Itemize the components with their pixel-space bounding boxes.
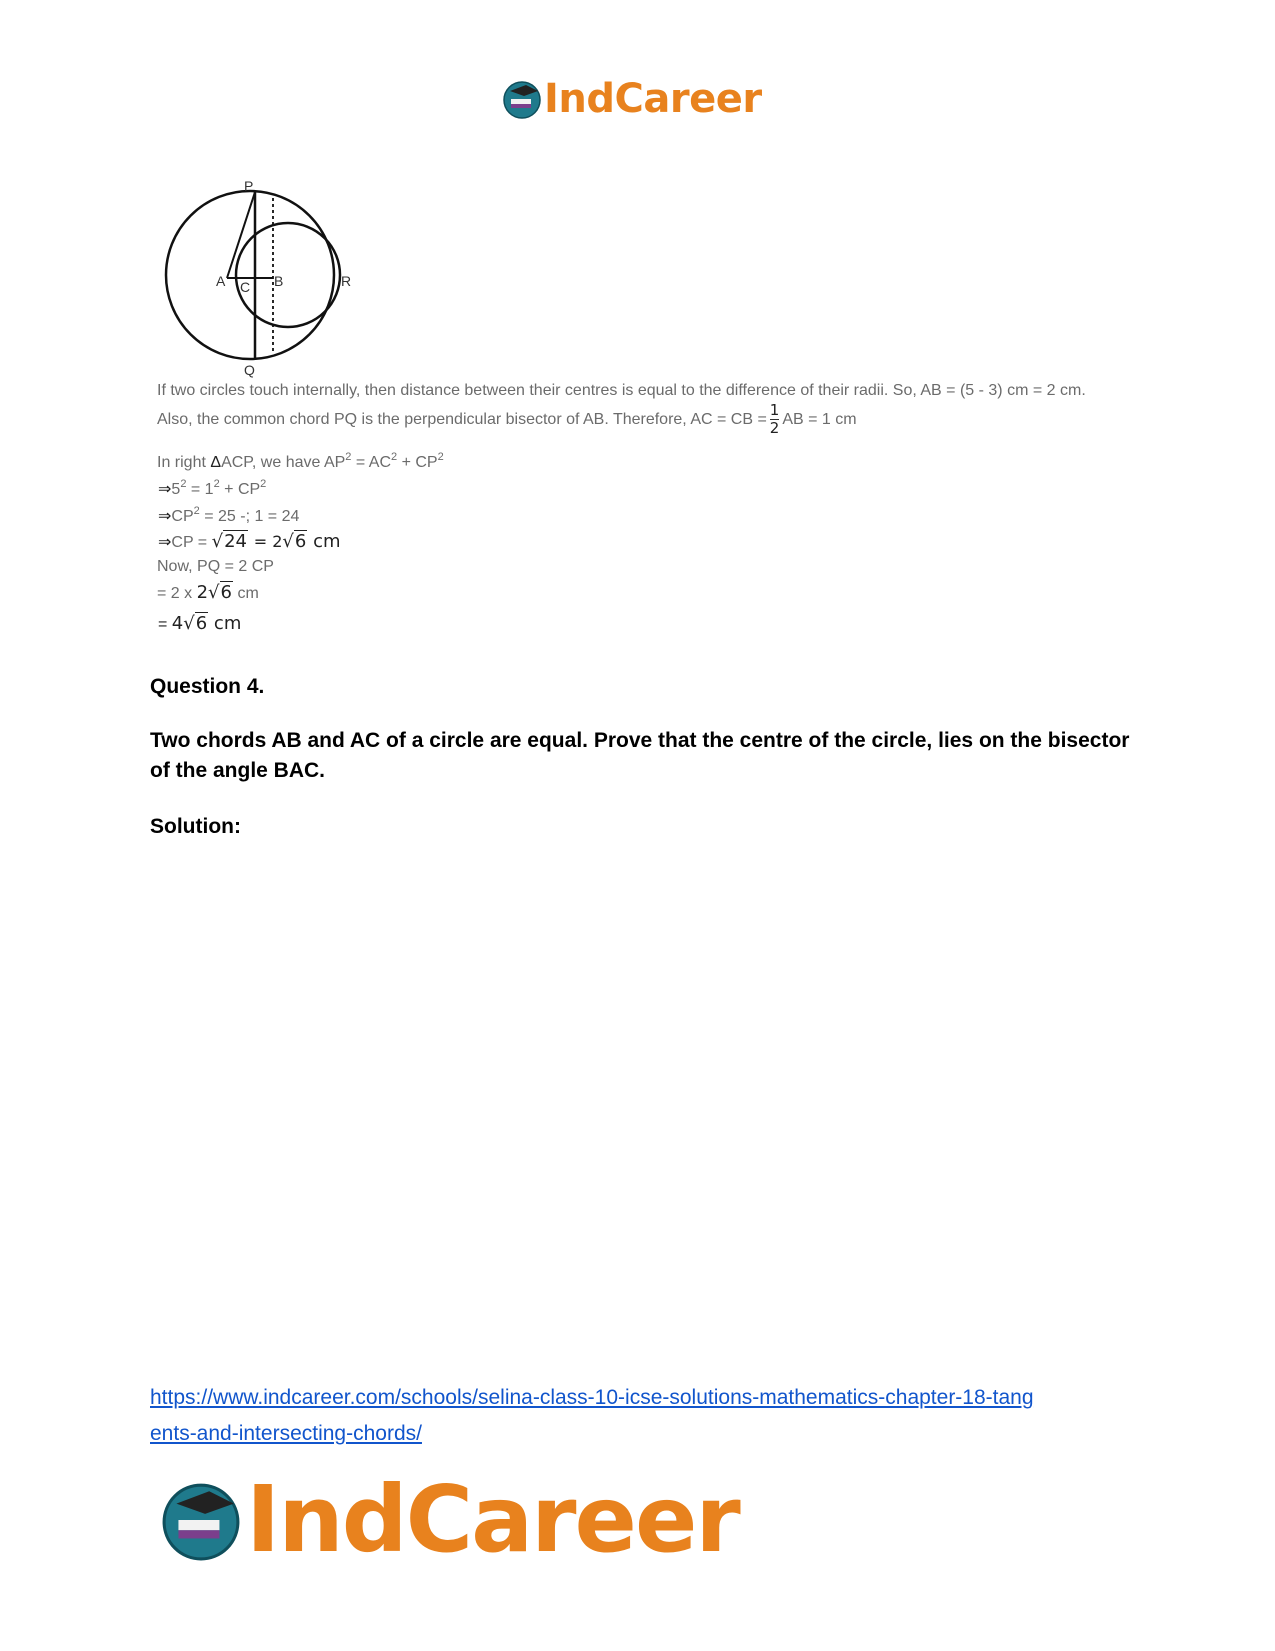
line2-text: Also, the common chord PQ is the perpendicular bisector of AB. Therefore, AC = CB = xyxy=(157,410,767,428)
implies-arrow: ⇒ xyxy=(158,508,172,525)
coef: 2 xyxy=(196,582,209,603)
exp: 2 xyxy=(345,451,352,463)
solution-line-1: If two circles touch internally, then distance between their centres is equal to the difference of their radii. So, AB = (5 - 3) cm = 2 cm. xyxy=(157,382,1086,399)
solution-label: Solution: xyxy=(150,815,241,838)
label-a: A xyxy=(216,273,226,289)
unit-cm: cm xyxy=(237,585,259,602)
math-expression: 2√6 xyxy=(196,582,232,603)
label-b: B xyxy=(274,273,284,289)
line3-pre: In right xyxy=(157,454,206,471)
math-expression: √24 = 2√6 cm xyxy=(211,531,341,552)
solution-line-7: Now, PQ = 2 CP xyxy=(157,558,274,575)
exp: 2 xyxy=(180,478,187,490)
frac-den: 2 xyxy=(769,419,780,437)
line4-b: = 1 xyxy=(186,481,214,498)
exp: 2 xyxy=(213,478,220,490)
question-text: Two chords AB and AC of a circle are equal. Prove that the centre of the circle, lies on the bisector of the angle BAC. xyxy=(150,729,1130,782)
line2-post: AB = 1 cm xyxy=(782,410,857,428)
triangle-symbol: Δ xyxy=(210,454,222,471)
fraction-half xyxy=(770,402,780,437)
logo-wordmark: IndCareer xyxy=(246,1466,739,1573)
math-expression: 4√6 cm xyxy=(171,613,242,634)
logo-wordmark: IndCareer xyxy=(544,76,762,122)
radicand-24: 24 xyxy=(224,531,247,552)
solution-line-2 xyxy=(157,402,857,437)
line4-c: + CP xyxy=(219,481,261,498)
radicand-6: 6 xyxy=(195,613,208,634)
exp: 2 xyxy=(391,451,398,463)
two-circles-figure xyxy=(160,178,360,378)
solution-line-3 xyxy=(157,451,444,472)
label-p: P xyxy=(244,178,254,194)
line6-pre: CP = xyxy=(171,534,208,551)
line3-eq: = AC xyxy=(351,454,391,471)
indcareer-logo-footer xyxy=(160,1466,739,1573)
exp: 2 xyxy=(437,451,444,463)
exp: 2 xyxy=(260,478,267,490)
radicand-6: 6 xyxy=(294,531,307,552)
line5-b: = 25 -; 1 = 24 xyxy=(199,508,300,525)
graduation-globe-icon xyxy=(502,79,542,119)
implies-arrow: ⇒ xyxy=(158,534,172,551)
label-q: Q xyxy=(244,362,255,378)
solution-line-8 xyxy=(157,582,259,603)
source-url-link[interactable] xyxy=(150,1380,1150,1452)
solution-line-5 xyxy=(158,506,299,526)
coef: 4 xyxy=(171,613,184,634)
solution-line-9 xyxy=(158,613,241,634)
unit-cm: cm xyxy=(213,613,242,634)
solution-line-4 xyxy=(158,479,266,499)
url-line-2[interactable]: ents-and-intersecting-chords/ xyxy=(150,1422,422,1445)
question-heading: Question 4. xyxy=(150,675,265,698)
line8-pre: = 2 x xyxy=(157,585,193,602)
solution-line-6 xyxy=(158,531,341,552)
frac-num: 1 xyxy=(769,401,780,419)
implies-arrow: ⇒ xyxy=(158,481,172,498)
line3-plus: + CP xyxy=(397,454,438,471)
label-r: R xyxy=(341,273,352,289)
exp: 2 xyxy=(193,505,200,517)
unit-cm: cm xyxy=(313,531,341,552)
line5-a: CP xyxy=(171,508,194,525)
label-c: C xyxy=(240,279,251,295)
radicand-6: 6 xyxy=(220,582,232,603)
line9-pre: = xyxy=(158,616,168,633)
url-line-1[interactable]: https://www.indcareer.com/schools/selina-class-10-icse-solutions-mathematics-chapter-18-tang xyxy=(150,1386,1034,1409)
indcareer-logo-header xyxy=(502,76,762,122)
line6-mid: = 2 xyxy=(253,532,283,551)
line3-mid: ACP, we have AP xyxy=(221,454,346,471)
graduation-globe-icon xyxy=(160,1479,242,1561)
line4-a: 5 xyxy=(171,481,181,498)
